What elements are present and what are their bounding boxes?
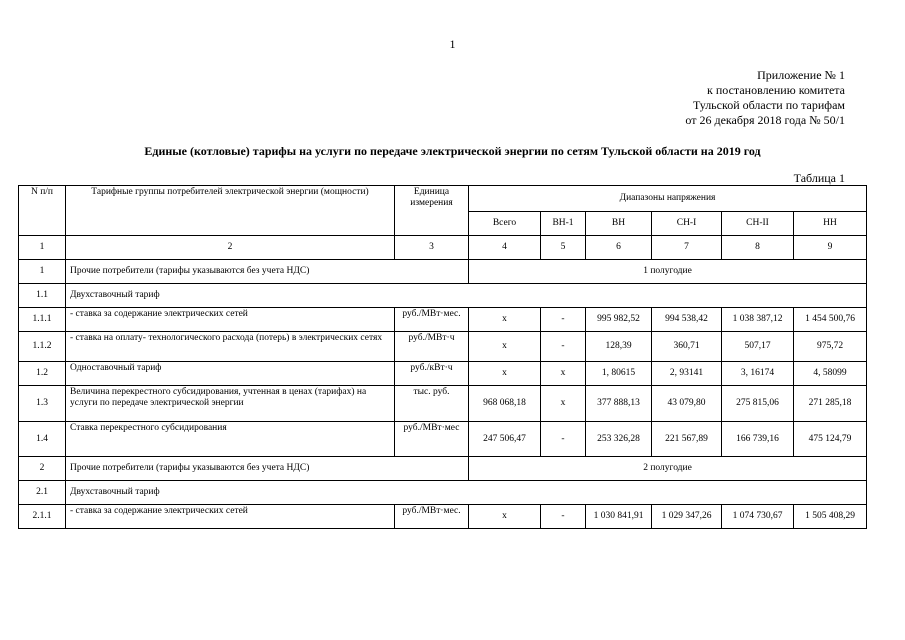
value-cell: 975,72	[794, 332, 867, 362]
row-number: 2	[19, 457, 66, 481]
row-name: Прочие потребители (тарифы указываются без учета НДС)	[66, 457, 469, 481]
period-label: 2 полугодие	[469, 457, 867, 481]
table-row	[19, 422, 867, 457]
column-number-cell: 7	[652, 236, 722, 260]
appendix-line-4: от 26 декабря 2018 года № 50/1	[685, 113, 845, 127]
value-cell: х	[469, 505, 541, 529]
row-name: Двухставочный тариф	[66, 284, 867, 308]
table-row	[19, 386, 867, 422]
row-number: 2.1	[19, 481, 66, 505]
row-unit: руб./МВт·ч	[395, 332, 469, 362]
row-name: Величина перекрестного субсидирования, учтенная в ценах (тарифах) на услуги по передаче электрической энергии	[66, 386, 395, 422]
value-cell: 247 506,47	[469, 422, 541, 457]
value-cell: 1 030 841,91	[586, 505, 652, 529]
table-row	[19, 457, 867, 481]
document-title: Единые (котловые) тарифы на услуги по передаче электрической энергии по сетям Тульской области на 2019 год	[144, 144, 761, 158]
period-label: 1 полугодие	[469, 260, 867, 284]
table-row	[19, 284, 867, 308]
value-cell: 253 326,28	[586, 422, 652, 457]
header-num: N п/п	[19, 186, 66, 236]
header-sn1: СН-I	[652, 212, 722, 236]
row-name: - ставка за содержание электрических сетей	[66, 505, 395, 529]
row-unit: тыс. руб.	[395, 386, 469, 422]
value-cell: 994 538,42	[652, 308, 722, 332]
row-number: 1.3	[19, 386, 66, 422]
row-unit: руб./МВт·мес.	[395, 505, 469, 529]
row-number: 1.4	[19, 422, 66, 457]
column-number-cell: 8	[722, 236, 794, 260]
value-cell: -	[541, 308, 586, 332]
column-number-cell: 1	[19, 236, 66, 260]
table-label: Таблица 1	[793, 171, 845, 185]
value-cell: 475 124,79	[794, 422, 867, 457]
header-groups: Тарифные группы потребителей электрической энергии (мощности)	[66, 186, 395, 236]
value-cell: 166 739,16	[722, 422, 794, 457]
table-row	[19, 362, 867, 386]
value-cell: 968 068,18	[469, 386, 541, 422]
row-name: Ставка перекрестного субсидирования	[66, 422, 395, 457]
value-cell: -	[541, 505, 586, 529]
value-cell: х	[469, 362, 541, 386]
value-cell: 221 567,89	[652, 422, 722, 457]
row-name: Двухставочный тариф	[66, 481, 867, 505]
column-number-cell: 4	[469, 236, 541, 260]
header-row	[19, 186, 867, 212]
value-cell: 1 074 730,67	[722, 505, 794, 529]
row-unit: руб./кВт·ч	[395, 362, 469, 386]
value-cell: 1 029 347,26	[652, 505, 722, 529]
value-cell: 360,71	[652, 332, 722, 362]
column-number-cell: 2	[66, 236, 395, 260]
page-number: 1	[449, 37, 456, 51]
table-row	[19, 308, 867, 332]
table-row	[19, 332, 867, 362]
appendix-line-2: к постановлению комитета	[707, 83, 845, 97]
header-vn1: ВН-1	[541, 212, 586, 236]
column-number-cell: 3	[395, 236, 469, 260]
row-name: Прочие потребители (тарифы указываются без учета НДС)	[66, 260, 469, 284]
value-cell: 377 888,13	[586, 386, 652, 422]
header-voltage-ranges: Диапазоны напряжения	[469, 186, 867, 212]
value-cell: -	[541, 332, 586, 362]
row-unit: руб./МВт·мес	[395, 422, 469, 457]
value-cell: х	[469, 308, 541, 332]
value-cell: х	[541, 386, 586, 422]
table-row	[19, 481, 867, 505]
value-cell: 1 038 387,12	[722, 308, 794, 332]
header-nn: НН	[794, 212, 867, 236]
appendix-line-1: Приложение № 1	[757, 68, 845, 82]
value-cell: 275 815,06	[722, 386, 794, 422]
header-unit: Единица измерения	[395, 186, 469, 236]
value-cell: х	[541, 362, 586, 386]
table-row	[19, 260, 867, 284]
row-name: Одноставочный тариф	[66, 362, 395, 386]
value-cell: 1 454 500,76	[794, 308, 867, 332]
value-cell: х	[469, 332, 541, 362]
value-cell: 995 982,52	[586, 308, 652, 332]
header-total: Всего	[469, 212, 541, 236]
value-cell: 507,17	[722, 332, 794, 362]
appendix-block	[685, 68, 845, 128]
header-sn2: СН-II	[722, 212, 794, 236]
row-number: 1.1.2	[19, 332, 66, 362]
tariff-table	[18, 185, 867, 529]
row-number: 1.1	[19, 284, 66, 308]
column-number-cell: 6	[586, 236, 652, 260]
row-name: - ставка на оплату- технологического расхода (потерь) в электрических сетях	[66, 332, 395, 362]
row-number: 2.1.1	[19, 505, 66, 529]
column-number-row	[19, 236, 867, 260]
value-cell: 4, 58099	[794, 362, 867, 386]
row-name: - ставка за содержание электрических сетей	[66, 308, 395, 332]
header-vn: ВН	[586, 212, 652, 236]
table-row	[19, 505, 867, 529]
row-number: 1.2	[19, 362, 66, 386]
value-cell: -	[541, 422, 586, 457]
appendix-line-3: Тульской области по тарифам	[692, 98, 845, 112]
value-cell: 1, 80615	[586, 362, 652, 386]
value-cell: 3, 16174	[722, 362, 794, 386]
column-number-cell: 5	[541, 236, 586, 260]
value-cell: 43 079,80	[652, 386, 722, 422]
value-cell: 2, 93141	[652, 362, 722, 386]
row-number: 1.1.1	[19, 308, 66, 332]
row-unit: руб./МВт·мес.	[395, 308, 469, 332]
value-cell: 128,39	[586, 332, 652, 362]
value-cell: 271 285,18	[794, 386, 867, 422]
value-cell: 1 505 408,29	[794, 505, 867, 529]
column-number-cell: 9	[794, 236, 867, 260]
row-number: 1	[19, 260, 66, 284]
